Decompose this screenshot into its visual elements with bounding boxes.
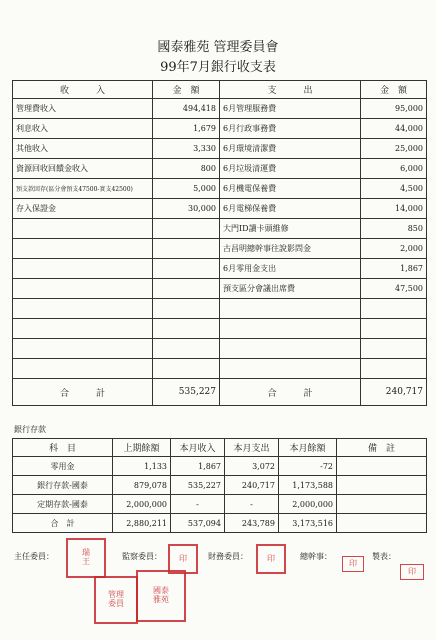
table-row [13, 119, 427, 139]
finance-label: 財務委員： [208, 552, 248, 561]
income-amount [153, 239, 220, 259]
table-row [13, 99, 427, 119]
expense-item: 6月管理服務費 [220, 99, 361, 119]
bank-col-header: 上期餘額 [113, 439, 171, 457]
total-income: 535,227 [153, 379, 220, 406]
bank-inc: - [171, 495, 225, 514]
income-amount: 800 [153, 159, 220, 179]
bank-bal: -72 [279, 457, 337, 476]
income-item: 管理費收入 [13, 99, 153, 119]
audit-label: 監察委員： [122, 552, 162, 561]
expense-amount: 6,000 [361, 159, 427, 179]
income-item [13, 239, 153, 259]
committee-seal-icon: 管理 委員 [94, 576, 138, 624]
bank-item: 合 計 [13, 514, 113, 533]
col-expense: 支 出 [220, 81, 361, 99]
table-row [13, 259, 427, 279]
income-amount: 5,000 [153, 179, 220, 199]
total-label-2: 合 計 [220, 379, 361, 406]
total-row [13, 379, 427, 406]
total-expense: 240,717 [361, 379, 427, 406]
table-row [13, 279, 427, 299]
income-amount [153, 219, 220, 239]
manager-label: 總幹事： [300, 552, 332, 561]
bank-exp: 3,072 [225, 457, 279, 476]
expense-item: 6月垃圾清運費 [220, 159, 361, 179]
total-label: 合 計 [13, 379, 153, 406]
bank-item: 定期存款-國泰 [13, 495, 113, 514]
maker-seal-icon: 印 [400, 564, 424, 580]
income-amount [153, 359, 220, 379]
income-item: 存入保證金 [13, 199, 153, 219]
bank-col-header: 本月收入 [171, 439, 225, 457]
col-expense-amount: 金 額 [361, 81, 427, 99]
expense-item: 6月零用金支出 [220, 259, 361, 279]
expense-amount: 1,867 [361, 259, 427, 279]
chair-label: 主任委員： [14, 552, 54, 561]
table-row [13, 139, 427, 159]
income-amount [153, 339, 220, 359]
bank-row [13, 457, 427, 476]
report-title: 99年7月銀行收支表 [160, 60, 276, 75]
table-row [13, 199, 427, 219]
expense-amount [361, 299, 427, 319]
bank-prev: 1,133 [113, 457, 171, 476]
income-amount [153, 319, 220, 339]
committee-seal-2-icon: 國泰 雅苑 [136, 570, 186, 622]
bank-prev: 2,000,000 [113, 495, 171, 514]
bank-exp: 243,789 [225, 514, 279, 533]
expense-item: 古昌明總幹事往說影問金 [220, 239, 361, 259]
expense-amount: 14,000 [361, 199, 427, 219]
expense-item [220, 359, 361, 379]
expense-item: 預支區分會議出席費 [220, 279, 361, 299]
audit-seal-icon: 印 [168, 544, 198, 574]
income-item: 利息收入 [13, 119, 153, 139]
table-row [13, 339, 427, 359]
expense-amount: 44,000 [361, 119, 427, 139]
expense-item: 大門ID讀卡頭維修 [220, 219, 361, 239]
bank-inc: 1,867 [171, 457, 225, 476]
table-row [13, 299, 427, 319]
income-item [13, 279, 153, 299]
expense-item: 6月環境清潔費 [220, 139, 361, 159]
bank-table [12, 438, 427, 533]
income-item [13, 359, 153, 379]
expense-item: 6月行政事務費 [220, 119, 361, 139]
table-row [13, 179, 427, 199]
expense-item [220, 319, 361, 339]
income-item: 資源回收回饋金收入 [13, 159, 153, 179]
expense-amount [361, 359, 427, 379]
bank-row [13, 476, 427, 495]
expense-amount [361, 339, 427, 359]
bank-prev: 879,078 [113, 476, 171, 495]
expense-item [220, 339, 361, 359]
manager-seal-icon: 印 [342, 556, 364, 572]
expense-amount: 95,000 [361, 99, 427, 119]
bank-inc: 537,094 [171, 514, 225, 533]
income-item [13, 299, 153, 319]
bank-note [337, 495, 427, 514]
bank-prev: 2,880,211 [113, 514, 171, 533]
table-row [13, 359, 427, 379]
table-row [13, 159, 427, 179]
income-amount: 30,000 [153, 199, 220, 219]
expense-amount: 47,500 [361, 279, 427, 299]
income-item: 其他收入 [13, 139, 153, 159]
bank-item: 銀行存款-國泰 [13, 476, 113, 495]
expense-amount: 4,500 [361, 179, 427, 199]
bank-exp: - [225, 495, 279, 514]
income-amount [153, 299, 220, 319]
bank-bal: 3,173,516 [279, 514, 337, 533]
income-item [13, 319, 153, 339]
expense-amount [361, 319, 427, 339]
income-amount: 494,418 [153, 99, 220, 119]
income-item [13, 259, 153, 279]
expense-amount: 25,000 [361, 139, 427, 159]
expense-amount: 2,000 [361, 239, 427, 259]
bank-inc: 535,227 [171, 476, 225, 495]
income-item [13, 339, 153, 359]
bank-col-header: 本月餘額 [279, 439, 337, 457]
org-title: 國泰雅苑 管理委員會 [157, 40, 279, 55]
income-amount: 1,679 [153, 119, 220, 139]
bank-note [337, 476, 427, 495]
maker-label: 製表： [372, 552, 396, 561]
expense-item [220, 299, 361, 319]
income-item: 預支款回存(區分會預支47500-實支42500) [13, 179, 153, 199]
expense-item: 6月機電保養費 [220, 179, 361, 199]
bank-col-header: 本月支出 [225, 439, 279, 457]
bank-note [337, 514, 427, 533]
income-amount: 3,330 [153, 139, 220, 159]
expense-amount: 850 [361, 219, 427, 239]
bank-bal: 2,000,000 [279, 495, 337, 514]
bank-bal: 1,173,588 [279, 476, 337, 495]
table-row [13, 319, 427, 339]
col-income: 收 入 [13, 81, 153, 99]
table-row [13, 239, 427, 259]
bank-note [337, 457, 427, 476]
table-row [13, 219, 427, 239]
bank-row [13, 514, 427, 533]
bank-section-label: 銀行存款 [14, 425, 46, 434]
bank-exp: 240,717 [225, 476, 279, 495]
bank-row [13, 495, 427, 514]
col-income-amount: 金 額 [153, 81, 220, 99]
bank-item: 零用金 [13, 457, 113, 476]
income-item [13, 219, 153, 239]
expense-item: 6月電梯保養費 [220, 199, 361, 219]
income-amount [153, 279, 220, 299]
finance-seal-icon: 印 [256, 544, 286, 574]
chair-seal-icon: 瑞 王 [66, 538, 106, 578]
income-expense-table [12, 80, 427, 406]
bank-col-header: 備 註 [337, 439, 427, 457]
bank-col-header: 科 目 [13, 439, 113, 457]
income-amount [153, 259, 220, 279]
